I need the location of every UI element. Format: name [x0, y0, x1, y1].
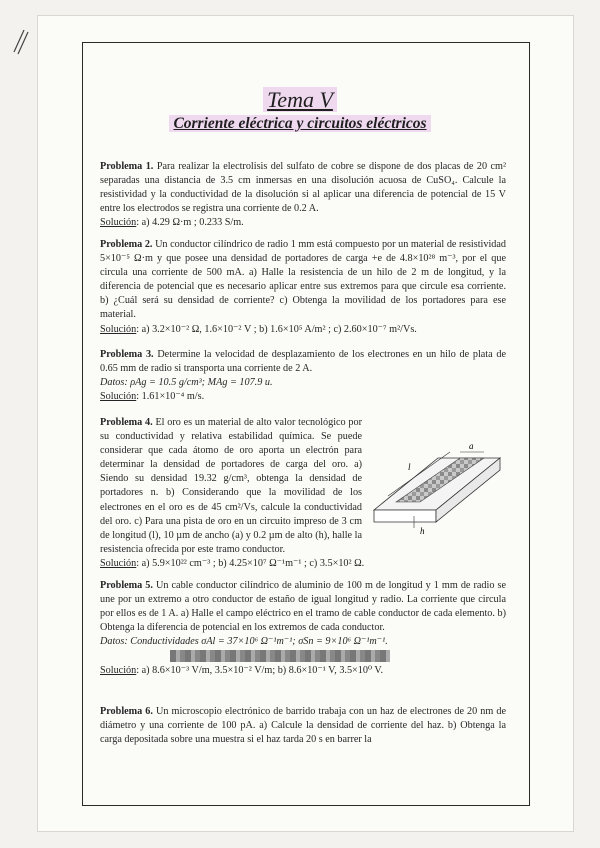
- problem-text: Un cable conductor cilíndrico de aluminio de 100 m de longitud y 1 mm de radio se une por un extremo a otro conductor de estaño de igual longitud y radio. La corriente que circula por ellos es de 1 A. a) Halle el campo eléctrico en el tramo de cable conductor de cada elemento. b) Obtenga la diferencia de potencial en los extremos de cada conductor.: [100, 580, 506, 634]
- label-h: h: [420, 526, 425, 536]
- page-subtitle: Corriente eléctrica y circuitos eléctricos: [0, 115, 600, 133]
- solution-label: Solución: [100, 323, 137, 335]
- problem-text: El oro es un material de alto valor tecnológico por su conductividad y relativa estabilidad química. Se puede considerar que cada átomo de oro aporta un electrón para determinar la densidad de portadores de carga del oro. a) Siendo su densidad 19.32 g/cm³, obtenga la densidad de portadores n. b) Considerando que la movilidad de los electrones en el oro es de 45 cm²/Vs, calcule la conductividad del oro. c) Para una pista de oro en un circuito impreso de 3 cm de longitud (l), 10 µm de ancho (a) y 0.2 µm de alto (h), halle la resistencia ofrecida por este tramo conductor.: [100, 417, 363, 555]
- problem-text: Determine la velocidad de desplazamiento de los electrones en un hilo de plata de 0.65 mm de radio si transporta una corriente de 2 A.: [100, 349, 506, 375]
- solution-text: : a) 5.9×10²² cm⁻³ ; b) 4.25×10⁷ Ω⁻¹m⁻¹ ; c) 3.5×10² Ω.: [136, 557, 365, 569]
- solution-label: Solución: [100, 217, 137, 229]
- corner-pen-mark: [10, 28, 32, 56]
- data-line: Datos: Conductividades σAl = 37×10⁶ Ω⁻¹m⁻¹; σSn = 9×10⁶ Ω⁻¹m⁻¹.: [100, 636, 388, 648]
- solution-text: : a) 8.6×10⁻³ V/m, 3.5×10⁻² V/m; b) 8.6×10⁻¹ V, 3.5×10⁰ V.: [136, 664, 384, 676]
- solution-label: Solución: [100, 664, 137, 676]
- page-title: Tema V: [0, 88, 600, 112]
- gold-track-figure: [368, 440, 506, 540]
- problem-label: Problema 3.: [100, 349, 154, 360]
- label-l: l: [408, 462, 411, 472]
- problem-label: Problema 2.: [100, 239, 153, 250]
- problem-5: [100, 579, 506, 678]
- redacted-strip: [170, 650, 390, 662]
- problem-6: [100, 705, 506, 747]
- problem-label: Problema 6.: [100, 706, 153, 717]
- solution-text: : a) 3.2×10⁻² Ω, 1.6×10⁻² V ; b) 1.6×10⁵ A/m² ; c) 2.60×10⁻⁷ m²/Vs.: [136, 323, 417, 335]
- slab-front: [374, 510, 436, 522]
- label-a: a: [469, 441, 474, 451]
- problem-label: Problema 4.: [100, 417, 153, 428]
- problem-text: Un conductor cilíndrico de radio 1 mm está compuesto por un material de resistividad 5×10⁻⁵ Ω·m y que posee una densidad de portadores de carga +e de 4.8×10²⁸ m⁻³, por el que circula una corriente de 500 mA. a) Halle la resistencia de un hilo de 2 m de longitud, y la diferencia de potencial que es necesario aplicar entre sus extremos para que circule esa corriente. b) ¿Cuál será su densidad de corriente? c) Obtenga la movilidad de los portadores para ese material.: [100, 239, 506, 321]
- problem-2: [100, 238, 506, 337]
- problem-text: Un microscopio electrónico de barrido trabaja con un haz de electrones de 20 nm de diámetro y una corriente de 100 pA. a) Calcule la densidad de corriente del haz. b) Obtenga la carga depositada sobre una muestra si el haz tarda 20 s en barrer la: [100, 706, 506, 746]
- problem-3: [100, 348, 506, 404]
- solution-text: : a) 4.29 Ω·m ; 0.233 S/m.: [136, 217, 244, 229]
- data-line: Datos: ρAg = 10.5 g/cm³; MAg = 107.9 u.: [100, 377, 273, 389]
- problem-label: Problema 5.: [100, 580, 153, 591]
- solution-label: Solución: [100, 557, 137, 569]
- problem-label: Problema 1.: [100, 161, 154, 172]
- solution-text: : 1.61×10⁻⁴ m/s.: [136, 391, 205, 403]
- problem-text: Para realizar la electrolisis del sulfato de cobre se dispone de dos placas de 20 cm² separadas una distancia de 3.5 cm inmersas en una disolución acuosa de CuSO₄. Calcule la resistividad y la conductividad de la disolución si al aplicar una diferencia de potencial de 15 V entre los electrodos se registra una corriente de 0.2 A.: [100, 161, 506, 215]
- problem-1: [100, 160, 506, 230]
- solution-label: Solución: [100, 391, 137, 403]
